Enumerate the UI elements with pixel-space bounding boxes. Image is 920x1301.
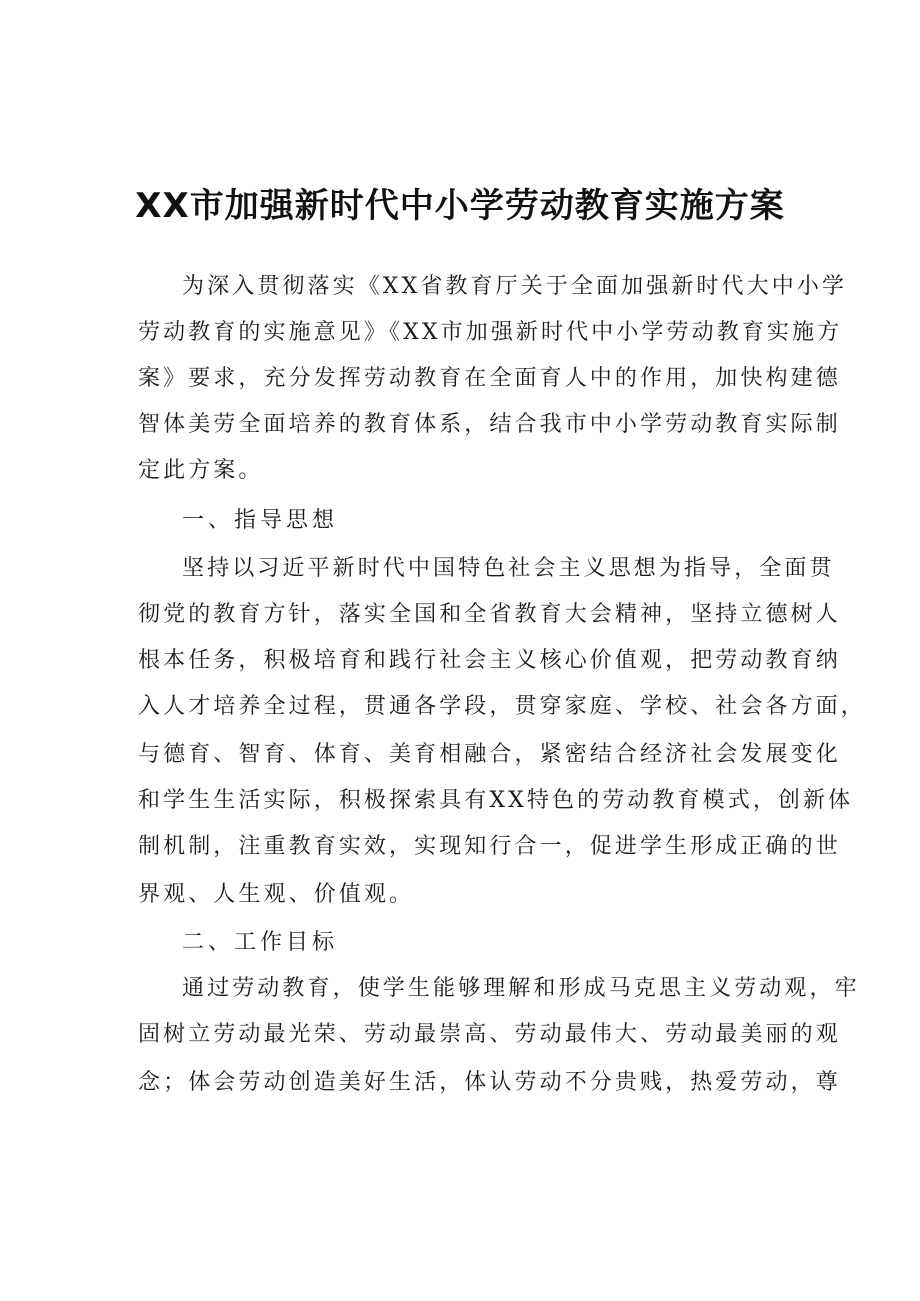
paragraph-2-line-8: 界观、人生观、价值观。 [138, 882, 415, 907]
section-heading-1: 一、指导思想 [182, 508, 339, 533]
paragraph-2-line-6: 和学生生活实际，积极探索具有XX特色的劳动教育模式，创新体 [138, 788, 854, 813]
paragraph-1-line-2: 劳动教育的实施意见》《XX市加强新时代中小学劳动教育实施方 [138, 320, 843, 345]
paragraph-3-line-1: 通过劳动教育，使学生能够理解和形成马克思主义劳动观，牢 [182, 976, 860, 1001]
paragraph-2-line-1: 坚持以习近平新时代中国特色社会主义思想为指导，全面贯 [182, 556, 835, 581]
paragraph-1-line-4: 智体美劳全面培养的教育体系，结合我市中小学劳动教育实际制 [138, 412, 841, 437]
paragraph-2-line-7: 制机制，注重教育实效，实现知行合一，促进学生形成正确的世 [138, 834, 841, 859]
section-heading-2: 二、工作目标 [182, 930, 339, 955]
document-title: XX市加强新时代中小学劳动教育实施方案 [135, 186, 785, 226]
paragraph-1-line-1: 为深入贯彻落实《XX省教育厅关于全面加强新时代大中小学 [182, 274, 848, 299]
paragraph-2-line-5: 与德育、智育、体育、美育相融合，紧密结合经济社会发展变化 [138, 742, 841, 767]
paragraph-2-line-2: 彻党的教育方针，落实全国和全省教育大会精神，坚持立德树人 [138, 602, 841, 627]
paragraph-1-line-3: 案》要求，充分发挥劳动教育在全面育人中的作用，加快构建德 [138, 366, 841, 391]
paragraph-2-line-4: 入人才培养全过程，贯通各学段，贯穿家庭、学校、社会各方面， [138, 694, 866, 719]
paragraph-3-line-2: 固树立劳动最光荣、劳动最崇高、劳动最伟大、劳动最美丽的观 [138, 1022, 841, 1047]
paragraph-2-line-3: 根本任务，积极培育和践行社会主义核心价值观，把劳动教育纳 [138, 648, 841, 673]
paragraph-1-line-5: 定此方案。 [138, 458, 264, 483]
paragraph-3-line-3: 念；体会劳动创造美好生活，体认劳动不分贵贱，热爱劳动，尊 [138, 1070, 841, 1095]
